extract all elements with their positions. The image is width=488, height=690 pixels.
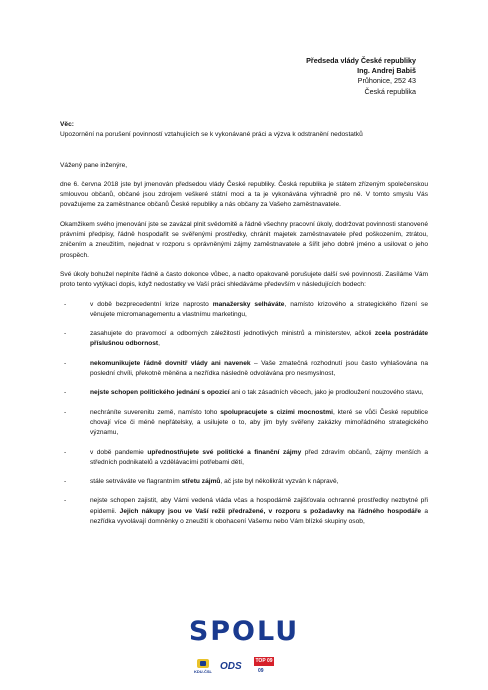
list-dash: - xyxy=(64,389,67,397)
list-item: - nejste schopen politického jednání s opozicí ani o tak zásadních věcech, jako je prodloužení nouzového stavu, xyxy=(60,388,428,398)
top09-logo xyxy=(254,657,274,677)
recipient-title: Předseda vlády České republiky xyxy=(306,56,416,65)
list-item: - nekomunikujete řádně dovnitř vlády ani navenek – Vaše zmatečná rozhodnutí jsou často vyhlašována na poslední chvíli, překotně měněna a nezřídka následně odvolávána pro nesmyslnost, xyxy=(64,359,428,378)
list-dash: - xyxy=(64,408,67,416)
kdu-csl-label: KDU-ČSL xyxy=(194,669,212,674)
ods-logo: ODS xyxy=(220,661,242,672)
list-item: - zasahujete do pravomocí a odborných záležitostí jednotlivých ministrů a ministerstev, ačkoli zcela postrádáte příslušnou odbornost, xyxy=(64,330,428,348)
list-dash: - xyxy=(64,478,67,486)
subject-text: Upozornění na porušení povinností vztahujících se k vykonávané práci a výzva k odstranění nedostatků xyxy=(60,131,363,139)
letter-body xyxy=(60,120,428,536)
list-dash: - xyxy=(64,330,67,338)
list-item: - v době bezprecedentní krize naprosto manažersky selháváte, namísto krizového a strategického řízení se věnujete micromanagementu a vlastnímu marketingu, xyxy=(64,300,428,318)
top09-number: 09 xyxy=(258,668,264,674)
list-item: - stále setrváváte ve flagrantním střetu zájmů, ač jste byl několikrát vyzván k nápravě, xyxy=(60,477,428,487)
paragraph-2: Okamžikem svého jmenování jste se zavázal plnit svědomitě a řádně všechny pracovní úkoly, dodržovat povinnosti stanovené právními předpisy, řádně hospodařit se svěřenými prostředky, chránit majetek zaměstnavatele před poškozením, ztrátou, zničením a zneužitím, nejednat v rozporu s oprávněnými zájmy zaměstnavatele a šířit jeho dobré jméno a usilovat o jeho prospěch. xyxy=(60,220,428,259)
paragraph-3: Své úkoly bohužel neplníte řádně a často dokonce vůbec, a nadto opakovaně porušujete další své povinnosti. Zasíláme Vám proto tento vytýkací dopis, když nedostatky ve Vaší práci shledáváme především v následujících bodech: xyxy=(60,270,428,289)
spolu-wordmark: SPOLU xyxy=(188,616,300,647)
kdu-csl-logo xyxy=(194,659,212,677)
party-logos xyxy=(0,653,488,679)
list-item: - nejste schopen zajistit, aby Vámi vedená vláda včas a hospodárně zajišťovala ochranné prostředky nezbytné při epidemii. Jejich nákupy jsou ve Vaší režii předražené, v rozporu s požadavky na řádného hospodáře a nezřídka vyvolávají domněnky o zneužití k obohacení Vašemu nebo Vám blízké skupiny osob, xyxy=(64,497,429,526)
list-dash: - xyxy=(64,448,67,456)
paragraph-1: dne 6. června 2018 jste byl jmenován předsedou vlády České republiky. Česká republika je státem zřízeným společenskou smlouvou občanů, občané jsou zdrojem veškeré státní moci a ta je vykonávána výhradně pro ně. V tomto smyslu Vás považujeme za zaměstnance občanů České republiky a nás občany za Vašeho zaměstnavatele. xyxy=(60,180,428,209)
salutation: Vážený pane inženýre, xyxy=(60,161,128,169)
list-item: - v době pandemie upřednostňujete své politické a finanční zájmy před zdravím občanů, zájmy menších a středních podnikatelů a vzdělávacími potřebami dětí, xyxy=(64,448,428,466)
list-item: - nechráníte suverenitu země, namísto toho spolupracujete s cizími mocnostmi, které se vůči České republice chovají více či méně nepřátelsky, a usilujete o to, aby jim byly svěřeny zakázky mimořádného strategického významu, xyxy=(64,408,428,437)
top09-badge: TOP 09 xyxy=(255,658,273,664)
recipient-address xyxy=(306,56,416,97)
recipient-country: Česká republika xyxy=(364,86,416,96)
kdu-csl-icon xyxy=(197,659,209,668)
list-dash: - xyxy=(64,359,67,367)
complaints-list xyxy=(60,300,428,528)
subject-heading: Věc: xyxy=(60,121,74,128)
recipient-city: Průhonice, 252 43 xyxy=(357,76,416,86)
recipient-name: Ing. Andrej Babiš xyxy=(357,66,416,76)
spolu-logo xyxy=(0,618,488,646)
list-dash: - xyxy=(64,497,67,505)
list-dash: - xyxy=(64,300,67,308)
